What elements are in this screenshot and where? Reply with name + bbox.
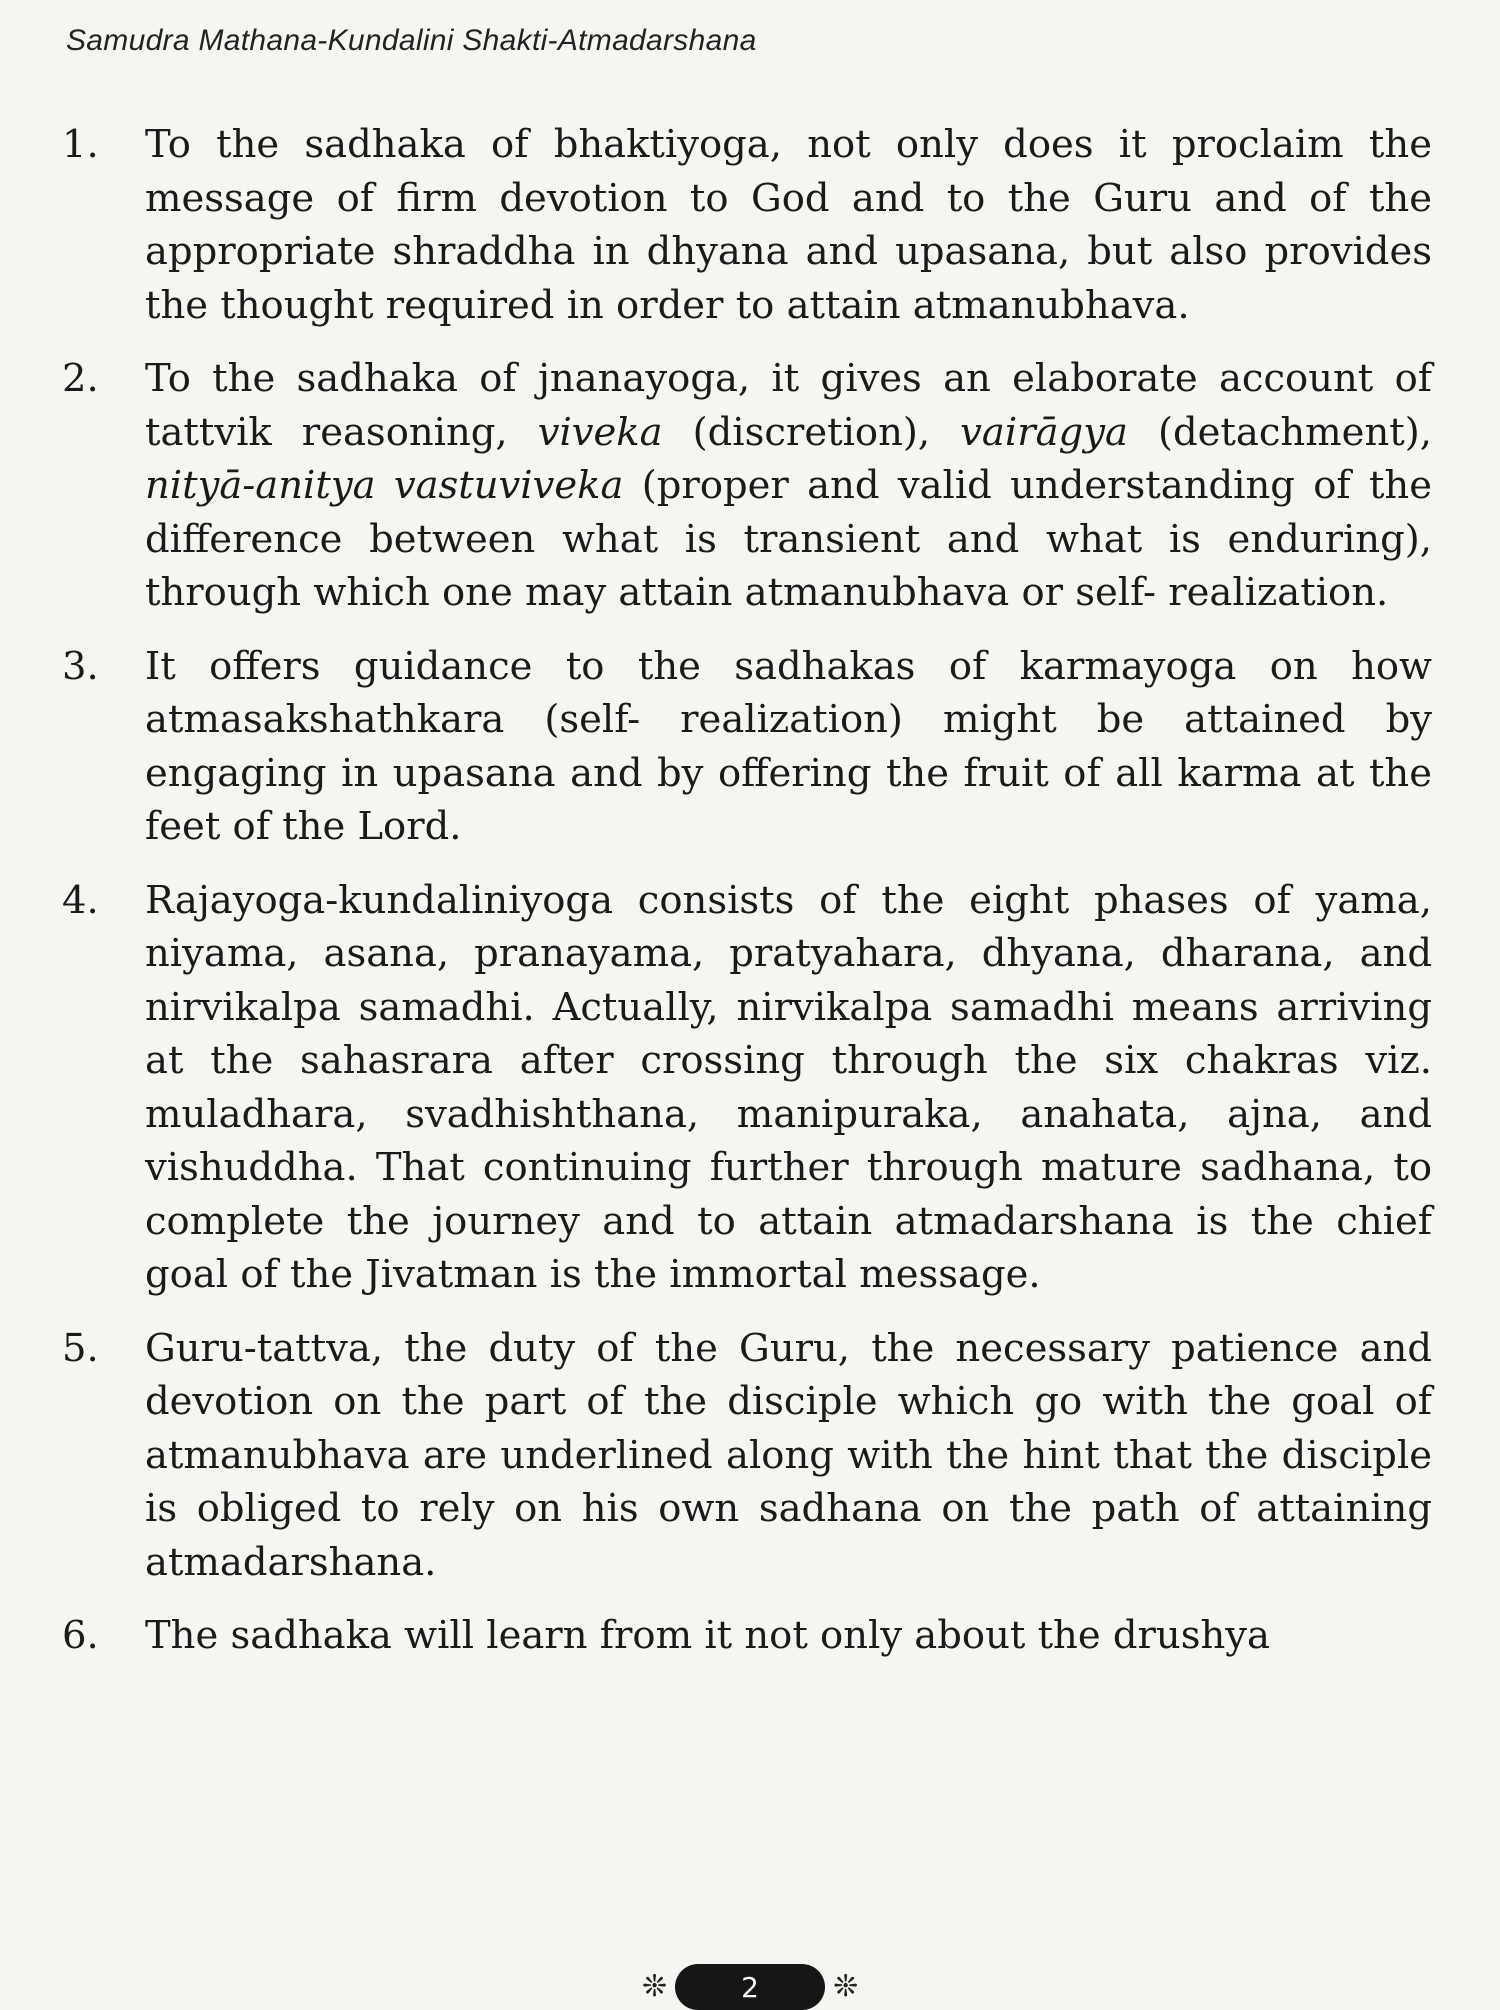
- text-segment: It offers guidance to the sadhakas of karmayoga on how atmasakshathkara (self- realization) might be attained by engaging in upasana and by offering the fruit of all karma at the feet of the Lord.: [145, 643, 1432, 849]
- page-number: 2: [741, 1970, 759, 2004]
- list-item-text: [145, 878, 1432, 1298]
- list-item-number: 3.: [62, 643, 99, 689]
- list-item-text: [145, 356, 1432, 615]
- italic-term: vairāgya: [960, 409, 1128, 455]
- list-item-number: 5.: [62, 1325, 99, 1371]
- list-item: [62, 1609, 1432, 1663]
- numbered-list: [62, 118, 1432, 1663]
- running-header: Samudra Mathana-Kundalini Shakti-Atmadarshana: [66, 24, 757, 57]
- left-flower-ornament-icon: ❊: [641, 1969, 667, 2004]
- list-item: [62, 352, 1432, 620]
- text-segment: To the sadhaka of bhaktiyoga, not only does it proclaim the message of firm devotion to God and to the Guru and of the appropriate shraddha in dhyana and upasana, but also provides the thought required in order to attain atmanubhava.: [145, 122, 1432, 328]
- list-item: [62, 1322, 1432, 1590]
- list-item-text: [145, 1613, 1270, 1658]
- list-item-number: 6.: [62, 1613, 99, 1658]
- page-body: [62, 118, 1432, 1683]
- list-item-text: [145, 1326, 1432, 1585]
- list-item-text: [145, 122, 1432, 328]
- list-item-number: 1.: [62, 122, 99, 167]
- list-item: [62, 640, 1432, 854]
- list-item-number: 4.: [62, 877, 99, 923]
- text-segment: (detachment),: [1127, 409, 1432, 455]
- text-segment: The sadhaka will learn from it not only about the drushya: [145, 1613, 1270, 1658]
- list-item: [62, 874, 1432, 1302]
- list-item-text: [145, 644, 1432, 850]
- list-item: [62, 118, 1432, 332]
- text-segment: Guru-tattva, the duty of the Guru, the necessary patience and devotion on the part of the disciple which go with the goal of atmanubhava are underlined along with the hint that the disciple is obliged to rely on his own sadhana on the path of attaining atmadarshana.: [145, 1325, 1432, 1585]
- page-number-badge: [675, 1964, 825, 2010]
- italic-term: nityā-anitya vastuviveka: [145, 463, 624, 508]
- right-flower-ornament-icon: ❊: [833, 1969, 859, 2004]
- text-segment: (proper and valid understanding of the difference between what is transient and what is enduring), through which one may attain atmanubhava or self- realization.: [145, 463, 1432, 615]
- page-footer: [0, 1964, 1500, 2010]
- text-segment: Rajayoga-kundaliniyoga consists of the eight phases of yama, niyama, asana, pranayama, pratyahara, dhyana, dharana, and nirvikalpa samadhi. Actually, nirvikalpa samadhi means arriving at the sahasrara after crossing through the six chakras viz. muladhara, svadhishthana, manipuraka, anahata, ajna, and vishuddha. That continuing further through mature sadhana, to complete the journey and to attain atmadarshana is the chief goal of the Jivatman is the immortal message.: [145, 877, 1432, 1297]
- italic-term: viveka: [537, 409, 663, 455]
- text-segment: To the sadhaka of jnanayoga, it gives an elaborate account of tattvik reasoning,: [145, 356, 1432, 455]
- text-segment: (discretion),: [662, 409, 961, 455]
- list-item-number: 2.: [62, 356, 99, 401]
